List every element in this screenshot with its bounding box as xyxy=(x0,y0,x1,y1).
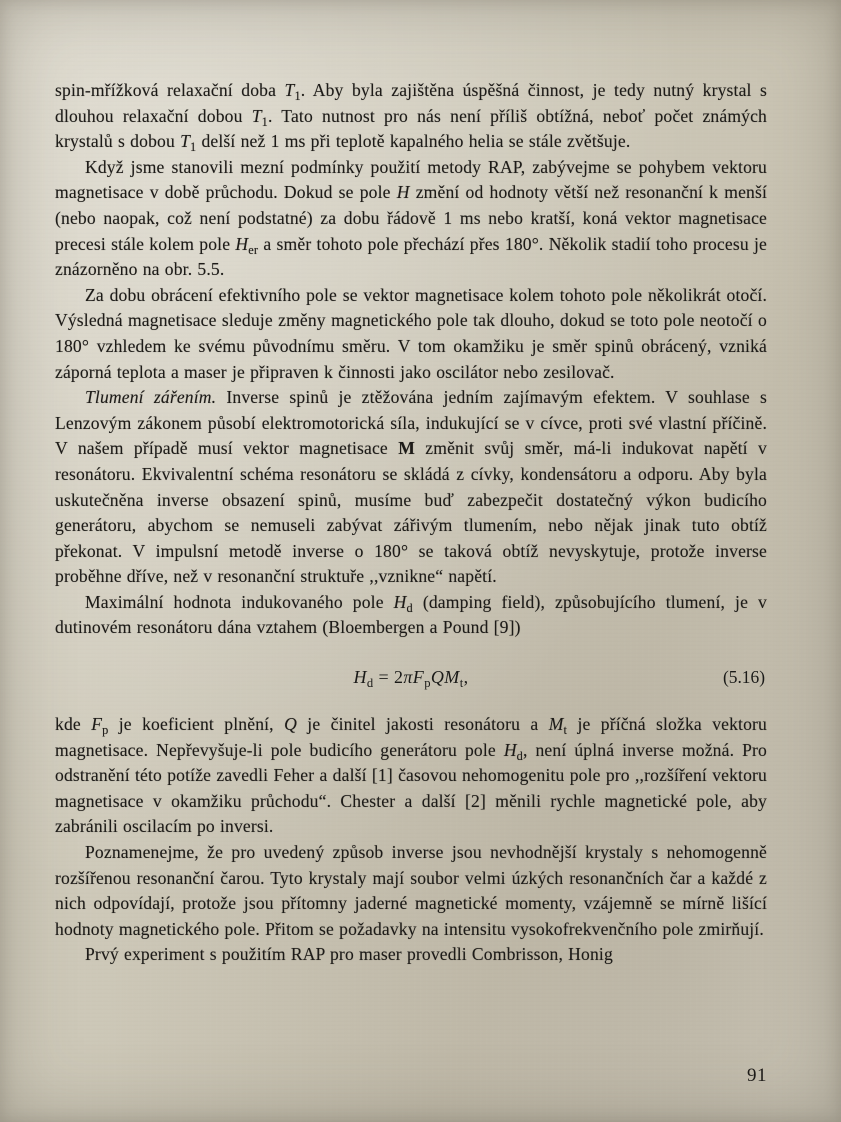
paragraph-8: Prvý experiment s použitím RAP pro maser provedli Combrisson, Honig xyxy=(85,944,613,965)
page-body-text xyxy=(55,78,767,968)
equation-formula: $H_d = 2\pi F_pQM_t$, xyxy=(353,667,469,691)
paragraph-1: spin-mřížková relaxační doba $T_1$. Aby byla zajištěna úspěšná činnost, je tedy nutný krystal s dlouhou relaxační dobou $T_1$. Tato nutnost pro nás není příliš obtížná, neboť počet známých krystalů s dobou $T_1$ delší než 1 ms při teplotě kapalného helia se stále zvětšuje. xyxy=(55,80,768,155)
paragraph-5: Maximální hodnota indukovaného pole $H_d$ (damping field), způsobujícího tlumení, je v dutinovém resonátoru dána vztahem (Bloembergen a Pound [9]) xyxy=(55,591,767,638)
paragraph-2: Když jsme stanovili mezní podmínky použití metody RAP, zabývejme se pohybem vektoru magnetisace v době průchodu. Dokud se pole H změní od hodnoty větší než resonanční k menší (nebo naopak, což není podstatné) za dobu řádově 1 ms nebo kratší, koná vektor magnetisace precesi stále kolem pole $H_{er}$ a směr tohoto pole přechází přes 180°. Několik stadií toho procesu je znázorněno na obr. 5.5. xyxy=(55,156,768,280)
paragraph-7: Poznamenejme, že pro uvedený způsob inverse jsou nevhodnější krystaly s nehomogenně rozšířenou resonanční čarou. Tyto krystaly mají soubor velmi úzkých resonančních čar a každé z nich odpovídají, protože jsou přítomny jaderné magnetické momenty, vzájemně se mírně lišící hodnoty magnetického pole. Přitom se požadavky na intensitu vysokofrekvenčního pole zmirňují. xyxy=(55,842,767,939)
equation-number: (5.16) xyxy=(722,667,765,688)
page-number: 91 xyxy=(747,1065,767,1086)
paragraph-4: Tlumení zářením. Inverse spinů je ztěžována jedním zajímavým efektem. V souhlase s Lenzovým zákonem působí elektromotorická síla, indukující se v cívce, proti své vlastní příčině. V našem případě musí vektor magnetisace M změnit svůj směr, má-li indukovat napětí v resonátoru. Ekvivalentní schéma resonátoru se skládá z cívky, kondensátoru a odporu. Aby byla uskutečněna inverse obsazení spinů, musíme buď zabezpečit dostatečný výkon budicího generátoru, abychom se nemuseli zabývat zářivým tlumením, nebo nějak jinak tuto obtíž překonat. V impulsní metodě inverse o 180° se taková obtíž nevyskytuje, protože inverse proběhne dříve, než v resonanční struktuře ,,vznikne“ napětí. xyxy=(55,387,767,587)
paragraph-6: kde $F_p$ je koeficient plnění, Q je činitel jakosti resonátoru a $M_t$ je příčná složka vektoru magnetisace. Nepřevyšuje-li pole budicího generátoru pole $H_d$, není úplná inverse možná. Pro odstranění této potíže zavedli Feher a další [1] časovou nehomogenitu pole pro ,,rozšíření vektoru magnetisace v okamžiku průchodu“. Chester a další [2] měnili rychle magnetické pole, aby zabránili oscilacím po inversi. xyxy=(55,714,767,837)
equation-5-16 xyxy=(55,667,767,691)
paragraph-3: Za dobu obrácení efektivního pole se vektor magnetisace kolem tohoto pole několikrát otočí. Výsledná magnetisace sleduje změny magnetického pole tak dlouho, dokud se toto pole neotočí o 180° vzhledem ke svému původnímu směru. V tom okamžiku je směr spinů obrácený, vzniká záporná teplota a maser je připraven k činnosti jako oscilátor nebo zesilovač. xyxy=(55,284,767,382)
